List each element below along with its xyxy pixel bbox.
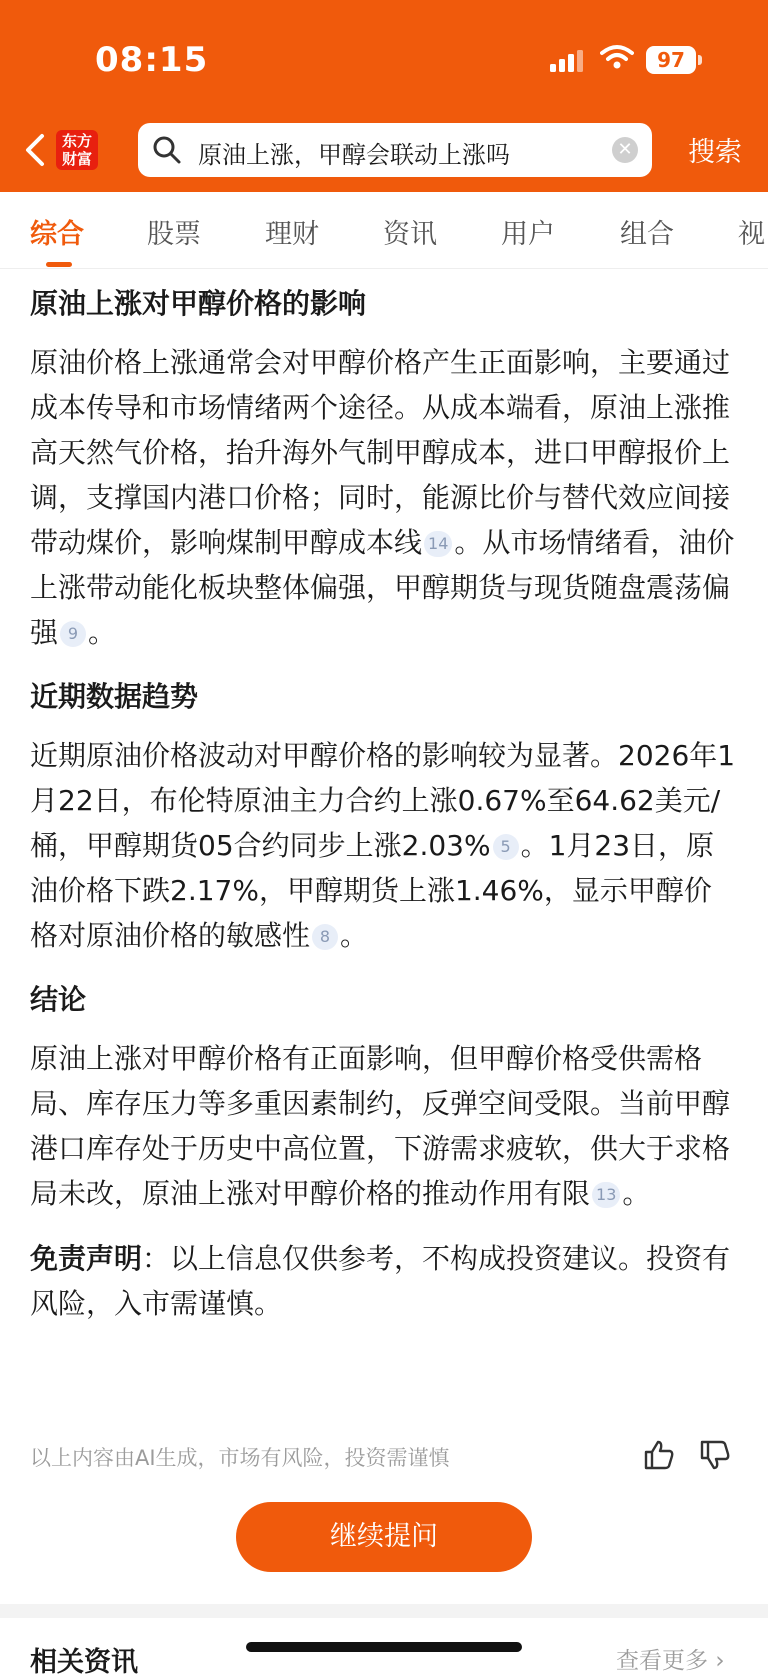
citation-badge[interactable]: 13 <box>592 1182 620 1208</box>
section-paragraph <box>30 733 738 958</box>
disclaimer-label: 免责声明 <box>30 1242 143 1275</box>
citation-badge[interactable]: 8 <box>312 924 338 950</box>
ai-feedback-row <box>30 1438 738 1478</box>
section-paragraph <box>30 1036 738 1216</box>
clear-icon[interactable]: ✕ <box>612 137 638 163</box>
search-input[interactable]: 原油上涨，甲醇会联动上涨吗 <box>198 141 510 169</box>
disclaimer <box>30 1236 738 1326</box>
paragraph-text: 。从市场情绪看，油价上涨带动能化板块整体偏强，甲醇期货与现货随盘震荡偏强 <box>30 526 735 649</box>
tab-comprehensive[interactable]: 综合 <box>30 219 84 250</box>
view-more-link[interactable] <box>616 1642 725 1675</box>
category-tabs <box>0 192 768 269</box>
status-bar <box>0 0 768 110</box>
paragraph-text: 。 <box>88 616 117 649</box>
section-divider <box>0 1604 768 1618</box>
home-indicator <box>246 1642 522 1652</box>
paragraph-text: 原油上涨对甲醇价格有正面影响，但甲醇价格受供需格局、库存压力等多重因素制约，反弹空间受限。当前甲醇港口库存处于历史中高位置，下游需求疲软，供大于求格局未改，原油上涨对甲醇价格的推动作用有限 <box>30 1042 731 1210</box>
thumbs-up-icon[interactable] <box>642 1438 676 1472</box>
wifi-icon <box>600 44 634 70</box>
chevron-right-icon: › <box>715 1648 725 1674</box>
app-header <box>0 0 768 192</box>
answer-content <box>30 270 738 1326</box>
tab-stocks[interactable]: 股票 <box>147 219 201 250</box>
paragraph-text: 。1月23日，原油价格下跌2.17%，甲醇期货上涨1.46%，显示甲醇价格对原油价格的敏感性 <box>30 829 715 952</box>
battery-tip <box>698 55 702 65</box>
cellular-signal-icon <box>550 50 586 72</box>
disclaimer-text: ：以上信息仅供参考，不构成投资建议。投资有风险，入市需谨慎。 <box>30 1242 731 1320</box>
section-paragraph <box>30 340 738 655</box>
logo-line-2: 财富 <box>61 150 92 168</box>
paragraph-text: 原油价格上涨通常会对甲醇价格产生正面影响，主要通过成本传导和市场情绪两个途径。从成本端看，原油上涨推高天然气价格，抬升海外气制甲醇成本，进口甲醇报价上调，支撑国内港口价格；同时，能源比价与替代效应间接带动煤价，影响煤制甲醇成本线 <box>30 346 731 559</box>
tab-news[interactable]: 资讯 <box>383 219 437 250</box>
continue-asking-button[interactable]: 继续提问 <box>236 1502 532 1572</box>
active-tab-indicator <box>46 262 72 267</box>
section-heading: 近期数据趋势 <box>30 680 199 713</box>
citation-badge[interactable]: 14 <box>424 531 452 557</box>
battery-icon: 97 <box>646 46 696 74</box>
citation-badge[interactable]: 9 <box>60 621 86 647</box>
app-logo <box>56 130 98 170</box>
ai-generated-note: 以上内容由AI生成，市场有风险，投资需谨慎 <box>30 1446 450 1470</box>
tab-video[interactable]: 视 <box>738 219 765 250</box>
section-heading: 结论 <box>30 983 87 1016</box>
paragraph-text: 。 <box>622 1177 651 1210</box>
tab-portfolio[interactable]: 组合 <box>620 219 674 250</box>
citation-badge[interactable]: 5 <box>493 834 519 860</box>
status-time: 08:15 <box>95 40 209 80</box>
back-arrow-icon[interactable] <box>16 130 56 170</box>
thumbs-down-icon[interactable] <box>698 1438 732 1472</box>
search-icon <box>152 135 182 165</box>
search-box[interactable] <box>138 123 652 177</box>
search-button[interactable]: 搜索 <box>688 137 742 168</box>
paragraph-text: 。 <box>340 919 369 952</box>
related-news-title: 相关资讯 <box>30 1647 138 1678</box>
tab-finance[interactable]: 理财 <box>265 219 319 250</box>
view-more-label: 查看更多 <box>616 1648 708 1674</box>
logo-line-1: 东方 <box>61 132 92 150</box>
tab-users[interactable]: 用户 <box>501 219 555 250</box>
section-heading: 原油上涨对甲醇价格的影响 <box>30 287 367 320</box>
paragraph-text: 近期原油价格波动对甲醇价格的影响较为显著。2026年1月22日，布伦特原油主力合约上涨0.67%至64.62美元/桶，甲醇期货05合约同步上涨2.03% <box>30 739 736 862</box>
